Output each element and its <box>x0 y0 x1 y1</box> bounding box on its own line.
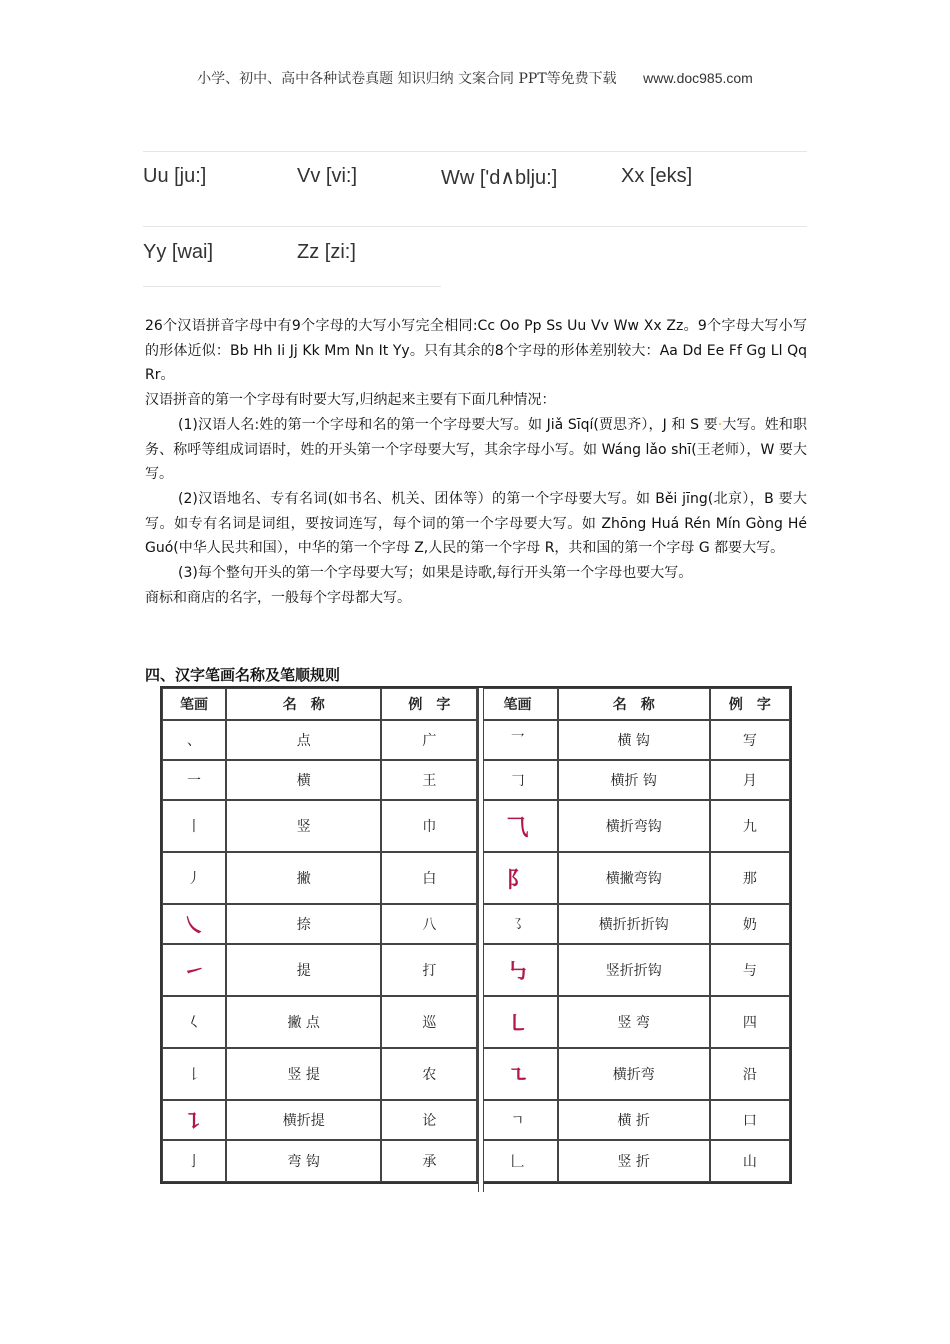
stroke-glyph-cell: ㇊ <box>162 1100 226 1140</box>
stroke-name-cell: 撇 点 <box>226 996 381 1048</box>
stroke-name-cell: 撇 <box>226 852 381 904</box>
table-header-row <box>162 688 790 720</box>
stroke-glyph-cell: 丿 <box>162 852 226 904</box>
paragraph-rule-2: (2)汉语地名、专有名词(如书名、机关、团体等）的第一个字母要大写。如 Běi jīng(北京），B 要大写。如专有名词是词组，要按词连写，每个词的第一个字母要大写。如 Zhōng Huá Rén Mín Gòng Hé Guó(中华人民共和国），中华的第一个字母 Z,人民的第一个字母 R，共和国的第一个字母 G 都要大写。 <box>145 490 807 557</box>
table-row <box>162 996 790 1048</box>
example-char-cell: 山 <box>710 1140 790 1182</box>
stroke-glyph-cell: 𠃌 <box>477 760 557 800</box>
header-stroke: 笔画 <box>162 688 226 720</box>
stroke-glyph-cell: 𠄌 <box>162 1048 226 1100</box>
paragraph-rule-1 <box>145 413 807 487</box>
page-header <box>0 68 950 88</box>
stroke-glyph-cell: 亅 <box>162 1140 226 1182</box>
stroke-glyph-cell: 丨 <box>162 800 226 852</box>
table-row <box>162 760 790 800</box>
table-row <box>162 720 790 760</box>
example-char-cell: 巡 <box>381 996 477 1048</box>
stroke-name-cell: 点 <box>226 720 381 760</box>
example-char-cell: 与 <box>710 944 790 996</box>
stroke-name-cell: 横折折折钩 <box>558 904 710 944</box>
table-row <box>162 1140 790 1182</box>
rule-1-text: (1)汉语人名:姓的第一个字母和名的第一个字母要大写。如 Jiǎ Sīqí(贾思齐），J 和 S 要 <box>178 416 718 433</box>
table-divider <box>478 688 484 1192</box>
alphabet-x: Xx [eks] <box>621 165 693 187</box>
example-char-cell: 月 <box>710 760 790 800</box>
example-char-cell: 王 <box>381 760 477 800</box>
table-row <box>162 800 790 852</box>
paragraph-same-letters: 26个汉语拼音字母中有9个字母的大写小写完全相同:Cc Oo Pp Ss Uu Vv Ww Xx Zz。9个字母大写小写的形体近似：Bb Hh Ii Jj Kk Mm Nn It Yy。只有其余的8个字母的形体差别较大：Aa Dd Ee Ff Gg Ll Qq Rr。 <box>145 318 807 384</box>
table-row <box>162 904 790 944</box>
stroke-glyph-cell: ㇏ <box>162 904 226 944</box>
stroke-glyph-cell: 𠃊 <box>477 1140 557 1182</box>
example-char-cell: 农 <box>381 1048 477 1100</box>
alphabet-v: Vv [vi:] <box>297 165 358 187</box>
stroke-glyph-cell: ㇉ <box>477 944 557 996</box>
example-char-cell: 八 <box>381 904 477 944</box>
example-char-cell: 奶 <box>710 904 790 944</box>
table-row <box>162 852 790 904</box>
example-char-cell: 白 <box>381 852 477 904</box>
stroke-glyph-cell: ⺄ <box>477 800 557 852</box>
stroke-name-cell: 弯 钩 <box>226 1140 381 1182</box>
stroke-glyph-cell: ㇌ <box>477 904 557 944</box>
section-title: 四、汉字笔画名称及笔顺规则 <box>145 666 341 684</box>
stroke-table <box>160 686 792 1184</box>
stroke-glyph-cell: ㇄ <box>477 996 557 1048</box>
stroke-name-cell: 横折弯 <box>558 1048 710 1100</box>
stroke-name-cell: 横 <box>226 760 381 800</box>
header-name: 名 称 <box>558 688 710 720</box>
body-text <box>145 314 807 610</box>
example-char-cell: 论 <box>381 1100 477 1140</box>
stroke-name-cell: 捺 <box>226 904 381 944</box>
table-row <box>162 1100 790 1140</box>
stroke-name-cell: 横折 钩 <box>558 760 710 800</box>
stroke-name-cell: 竖 <box>226 800 381 852</box>
stroke-name-cell: 竖折折钩 <box>558 944 710 996</box>
stroke-glyph-cell: ⻖ <box>477 852 557 904</box>
paragraph-rule-3: (3)每个整句开头的第一个字母要大写；如果是诗歌,每行开头第一个字母也要大写。 <box>178 565 693 582</box>
stroke-glyph-cell: ㇀ <box>162 944 226 996</box>
alphabet-y: Yy [wai] <box>143 241 214 263</box>
stroke-name-cell: 横折弯钩 <box>558 800 710 852</box>
example-char-cell: 四 <box>710 996 790 1048</box>
example-char-cell: 九 <box>710 800 790 852</box>
paragraph-capital-intro: 汉语拼音的第一个字母有时要大写,归纳起来主要有下面几种情况： <box>145 392 556 409</box>
stroke-glyph-cell: 、 <box>162 720 226 760</box>
stroke-glyph-cell: 乛 <box>477 720 557 760</box>
rule-1-continued: 大写。姓和职务、称呼等组成词语时，姓的开头第一个字母要大写，其余字母小写。如 Wáng lǎo shī(王老师），W 要大写。 <box>145 416 808 483</box>
stroke-name-cell: 提 <box>226 944 381 996</box>
header-example: 例 字 <box>710 688 790 720</box>
table-row <box>162 944 790 996</box>
stroke-glyph-cell: 𡿨 <box>162 996 226 1048</box>
stroke-name-cell: 竖 弯 <box>558 996 710 1048</box>
stroke-name-cell: 横 钩 <box>558 720 710 760</box>
example-char-cell: 打 <box>381 944 477 996</box>
stroke-glyph-cell: ㄱ <box>477 1100 557 1140</box>
alphabet-z: Zz [zi:] <box>297 241 356 263</box>
stroke-name-cell: 竖 折 <box>558 1140 710 1182</box>
accent-dot: · <box>717 416 723 433</box>
header-name: 名 称 <box>226 688 381 720</box>
example-char-cell: 巾 <box>381 800 477 852</box>
stroke-name-cell: 横 折 <box>558 1100 710 1140</box>
stroke-glyph-cell: 一 <box>162 760 226 800</box>
example-char-cell: 写 <box>710 720 790 760</box>
example-char-cell: 承 <box>381 1140 477 1182</box>
example-char-cell: 口 <box>710 1100 790 1140</box>
header-url[interactable]: www.doc985.com <box>643 70 753 86</box>
alphabet-w: Ww [ʹd∧blju:] <box>441 167 558 189</box>
table-row <box>162 1048 790 1100</box>
stroke-name-cell: 竖 提 <box>226 1048 381 1100</box>
divider <box>143 286 441 287</box>
header-stroke: 笔画 <box>477 688 557 720</box>
paragraph-brand-names: 商标和商店的名字，一般每个字母都大写。 <box>145 589 411 606</box>
example-char-cell: 沿 <box>710 1048 790 1100</box>
stroke-name-cell: 横折提 <box>226 1100 381 1140</box>
divider <box>143 226 807 227</box>
example-char-cell: 那 <box>710 852 790 904</box>
header-example: 例 字 <box>381 688 477 720</box>
divider <box>143 151 807 152</box>
stroke-name-cell: 横撇弯钩 <box>558 852 710 904</box>
header-title: 小学、初中、高中各种试卷真题 知识归纳 文案合同 PPT等免费下载 <box>197 71 617 87</box>
stroke-glyph-cell: ㇍ <box>477 1048 557 1100</box>
alphabet-u: Uu [ju:] <box>143 165 207 187</box>
example-char-cell: 广 <box>381 720 477 760</box>
